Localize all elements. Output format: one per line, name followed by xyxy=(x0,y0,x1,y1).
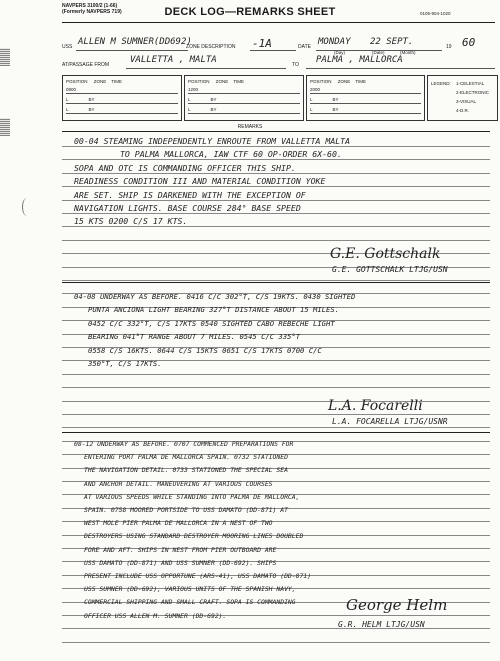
position-box-1200: POSITION ZONE TIME 1200 L BY L BY xyxy=(184,75,304,121)
zone-underline xyxy=(250,50,296,51)
ruled-line xyxy=(62,642,490,643)
zone-description-value: -1A xyxy=(252,37,272,50)
entry-line: 15 KTS 0200 C/S 17 KTS. xyxy=(74,216,188,227)
entry-line: SOPA AND OTC IS COMMANDING OFFICER THIS SHIP. xyxy=(74,162,296,173)
entry-line: USS DAMATO (DD-871) AND USS SUMNER (DD-692). SHIPS xyxy=(84,558,277,567)
passage-from-value: VALLETTA , MALTA xyxy=(130,55,217,65)
remarks-label: REMARKS xyxy=(237,124,263,130)
legend-title: LEGEND: xyxy=(431,81,451,86)
entry-line: ENTERING PORT PALMA DE MALLORCA SPAIN. 0732 STATIONED xyxy=(84,453,288,462)
entry-line: THE NAVIGATION DETAIL. 0733 STATIONED THE SPECIAL SEA xyxy=(84,466,288,475)
log-entry-00-04 xyxy=(74,135,350,229)
to-underline xyxy=(306,68,495,69)
position-box-0800: POSITION ZONE TIME 0800 L BY L BY xyxy=(62,75,182,121)
ruled-line xyxy=(62,374,490,375)
remarks-rule xyxy=(62,131,490,132)
entry-line: DESTROYERS USING STANDARD DESTROYER MOORING LINES DOUBLED xyxy=(84,532,304,541)
signer-name: L.A. FOCARELLA LTJG/USNR xyxy=(332,417,448,426)
entry-line: 08-12 UNDERWAY AS BEFORE. 0707 COMMENCED PREPARATIONS FOR xyxy=(74,440,294,448)
signature-focarella: L.A. Focarelli xyxy=(328,398,423,414)
entry-line: SPAIN. 0758 MOORED PORTSIDE TO USS DAMATO (DD-871) AT xyxy=(84,506,288,515)
page-title: DECK LOG—REMARKS SHEET xyxy=(164,6,336,18)
entry-line: READINESS CONDITION III AND MATERIAL CONDITION YOKE xyxy=(74,176,326,187)
entry-line: FORE AND AFT. SHIPS IN NEST FROM PIER OUTBOARD ARE xyxy=(84,545,277,554)
from-underline xyxy=(126,68,286,69)
year-value: 60 xyxy=(462,36,476,49)
year-prefix: 19 xyxy=(446,44,452,50)
ruled-line xyxy=(62,414,490,415)
date-label: DATE xyxy=(298,44,311,50)
ruled-line xyxy=(62,401,490,402)
binder-hole xyxy=(22,198,32,216)
legend-item: 3-VISUAL xyxy=(456,99,477,104)
zone-description-label: ZONE DESCRIPTION xyxy=(186,44,236,50)
legend-item: 4-D.R. xyxy=(456,108,470,113)
entry-line: 350°T, C/S 17KTS. xyxy=(88,359,162,369)
legend-box xyxy=(427,75,498,121)
entry-separator xyxy=(62,432,490,433)
entry-line: PUNTA ANCIONA LIGHT BEARING 327°T DISTANCE ABOUT 15 MILES. xyxy=(88,305,339,315)
entry-line: 00-04 STEAMING INDEPENDENTLY ENROUTE FROM VALLETTA MALTA xyxy=(74,136,351,146)
date-caption: (Date) xyxy=(372,50,385,55)
form-number: NAVPERS 3100/2 (1-66) (Formerly NAVPERS 719) xyxy=(62,3,122,15)
date-value: 22 SEPT. xyxy=(370,37,414,47)
uss-value: ALLEN M SUMNER(DD692) xyxy=(78,37,192,47)
entry-line: ARE SET. SHIP IS DARKENED WITH THE EXCEPTION OF xyxy=(74,189,306,200)
entry-line: AT VARIOUS SPEEDS WHILE STANDING INTO PALMA DE MALLORCA, xyxy=(84,492,300,501)
ruled-line xyxy=(62,280,490,281)
ruled-line xyxy=(62,427,490,428)
passage-label: AT/PASSAGE FROM xyxy=(62,62,110,68)
ruled-line xyxy=(62,240,490,241)
signer-name: G.E. GOTTSCHALK LTJG/USN xyxy=(332,265,448,274)
binder-punch-mark xyxy=(0,48,10,66)
stock-code: 0105-904-1020 xyxy=(420,11,451,16)
day-caption: (Day) xyxy=(334,50,345,55)
day-value: MONDAY xyxy=(318,37,351,47)
ruled-line xyxy=(62,387,490,388)
month-caption: (Month) xyxy=(400,50,416,55)
uss-label: USS xyxy=(62,44,73,50)
entry-line: 04-08 UNDERWAY AS BEFORE. 0416 C/C 302°T, C/S 19KTS. 0430 SIGHTED xyxy=(74,292,356,301)
signer-name: G.R. HELM LTJG/USN xyxy=(338,620,425,629)
entry-line: COMMERCIAL SHIPPING AND SMALL CRAFT. SOPA IS COMMANDING xyxy=(84,598,296,607)
legend-item: 2-ELECTRONIC xyxy=(456,90,490,95)
entry-line: OFFICER USS ALLEN M. SUMNER (DD-692). xyxy=(84,611,227,620)
date-underline xyxy=(316,50,442,51)
log-entry-04-08 xyxy=(74,290,355,370)
entry-separator xyxy=(62,282,490,283)
entry-line: USS SUMNER (DD-692), VARIOUS UNITS OF THE SPANISH NAVY, xyxy=(84,585,296,594)
passage-to-value: PALMA , MALLORCA xyxy=(316,55,403,65)
legend-item: 1-CELESTIAL xyxy=(456,81,485,86)
entry-line: 0558 C/S 16KTS. 0644 C/S 15KTS 0651 C/S 17KTS 0700 C/C xyxy=(88,345,322,355)
signature-gottschalk: G.E. Gottschalk xyxy=(330,246,441,262)
position-box-2000: POSITION ZONE TIME 2000 L BY L BY xyxy=(306,75,425,121)
signature-helm: George Helm xyxy=(346,596,448,614)
log-entry-08-12 xyxy=(74,438,311,623)
entry-line: NAVIGATION LIGHTS. BASE COURSE 284° BASE SPEED xyxy=(74,203,301,214)
header-rule xyxy=(62,22,495,23)
entry-line: PRESENT INCLUDE USS OPPORTUNE (ARS-41), USS DAMATO (DD-871) xyxy=(84,572,312,581)
entry-line: BEARING 041°T RANGE ABOUT 7 MILES. 0545 C/C 335°T xyxy=(88,332,301,342)
entry-line: TO PALMA MALLORCA, IAW CTF 60 OP-ORDER 6X-60. xyxy=(120,149,342,160)
ruled-line xyxy=(62,628,490,629)
entry-line: WEST MOLE PIER PALMA DE MALLORCA IN A NEST OF TWO xyxy=(84,519,273,528)
uss-underline xyxy=(76,50,188,51)
entry-line: AND ANCHOR DETAIL. MANEUVERING AT VARIOUS COURSES xyxy=(84,479,273,488)
passage-to-label: TO xyxy=(292,62,299,68)
entry-line: 0452 C/C 332°T, C/S 17KTS 0540 SIGHTED CABO REBECHE LIGHT xyxy=(88,318,335,328)
